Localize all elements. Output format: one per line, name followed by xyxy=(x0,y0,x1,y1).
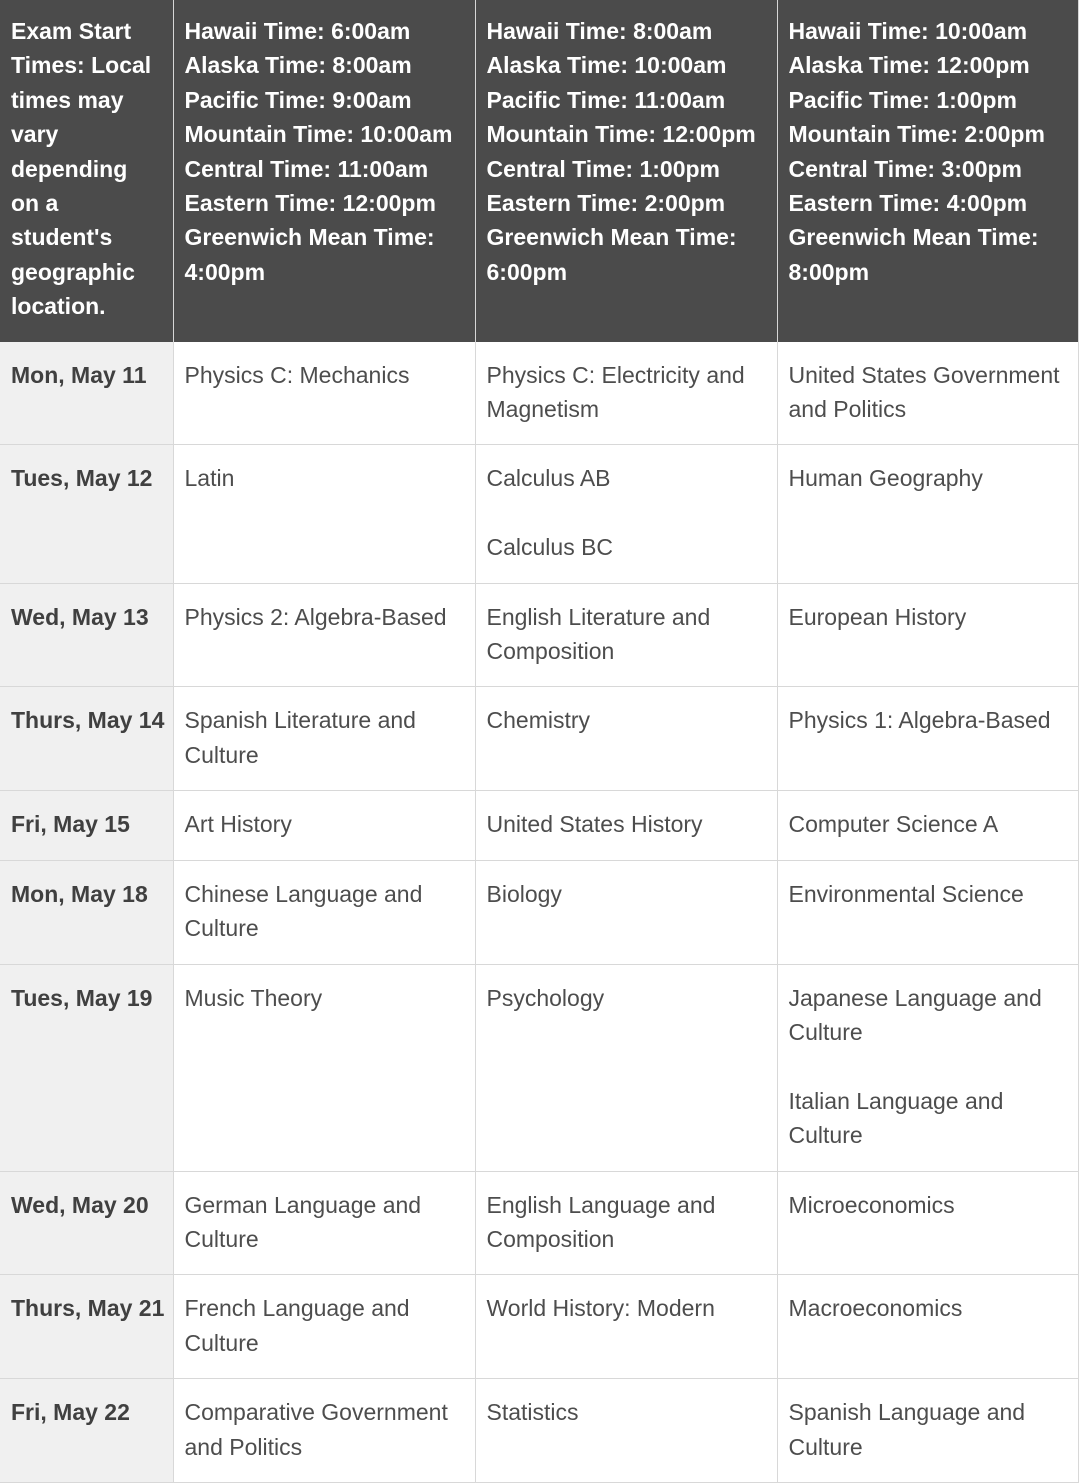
gmt-time: 4:00pm xyxy=(184,258,266,285)
exam-date: Wed, May 20 xyxy=(0,1171,173,1275)
exam-date: Thurs, May 14 xyxy=(0,687,173,791)
exam-cell xyxy=(173,1379,475,1483)
mountain-time: Mountain Time: 10:00am xyxy=(184,121,453,148)
alaska-time: Alaska Time: 8:00am xyxy=(184,52,412,79)
exam-date: Wed, May 13 xyxy=(0,583,173,687)
exam-cell xyxy=(475,583,777,687)
header-row xyxy=(0,0,1078,342)
exam-date: Tues, May 12 xyxy=(0,445,173,583)
exam-cell xyxy=(777,860,1078,964)
exam-name: English Literature and Composition xyxy=(486,603,711,665)
exam-name: Music Theory xyxy=(184,984,323,1011)
exam-name: Spanish Language and Culture xyxy=(788,1399,1026,1460)
exam-cell xyxy=(777,1379,1078,1483)
exam-date: Tues, May 19 xyxy=(0,964,173,1171)
exam-spacer xyxy=(789,1049,1067,1083)
exam-name: Latin xyxy=(184,465,235,492)
exam-name: Physics C: Electricity and Magnetism xyxy=(486,361,745,423)
exam-name: Chinese Language and Culture xyxy=(184,880,423,942)
hawaii-time: Hawaii Time: 8:00am xyxy=(486,18,713,44)
exam-date: Thurs, May 21 xyxy=(0,1275,173,1379)
exam-date: Mon, May 11 xyxy=(0,342,173,445)
table-row xyxy=(0,445,1078,583)
pacific-time: Pacific Time: 1:00pm xyxy=(788,86,1017,113)
exam-cell xyxy=(777,687,1078,791)
time-slot-header xyxy=(777,0,1078,342)
exam-cell xyxy=(777,342,1078,445)
exam-name: Art History xyxy=(184,811,292,838)
exam-cell xyxy=(475,964,777,1171)
exam-cell xyxy=(173,964,475,1171)
exam-cell xyxy=(475,860,777,964)
exam-cell xyxy=(173,860,475,964)
exam-cell xyxy=(173,445,475,583)
hawaii-time: Hawaii Time: 10:00am xyxy=(788,18,1028,44)
exam-name: German Language and Culture xyxy=(184,1191,422,1252)
exam-name: United States History xyxy=(486,811,703,838)
gmt-time: 8:00pm xyxy=(788,258,870,285)
table-row xyxy=(0,860,1078,964)
table-row xyxy=(0,687,1078,791)
table-row xyxy=(0,791,1078,860)
pacific-time: Pacific Time: 11:00am xyxy=(486,86,726,113)
exam-name: English Language and Composition xyxy=(486,1191,716,1252)
central-time: Central Time: 11:00am xyxy=(184,155,429,182)
exam-date: Fri, May 22 xyxy=(0,1379,173,1483)
exam-cell xyxy=(777,1275,1078,1379)
eastern-time: Eastern Time: 2:00pm xyxy=(486,190,726,217)
exam-start-times-note: Exam Start Times: Local times may vary depending on a student's geographic location. xyxy=(11,18,152,320)
exam-name: Italian Language and Culture xyxy=(788,1087,1004,1149)
time-slot-header xyxy=(475,0,777,342)
exam-name: Environmental Science xyxy=(788,880,1024,907)
central-time: Central Time: 1:00pm xyxy=(486,155,720,182)
gmt-label: Greenwich Mean Time: xyxy=(486,224,737,251)
mountain-time: Mountain Time: 2:00pm xyxy=(788,121,1045,148)
exam-name: World History: Modern xyxy=(486,1295,715,1322)
exam-name: Physics C: Mechanics xyxy=(184,361,410,388)
exam-cell xyxy=(173,583,475,687)
mountain-time: Mountain Time: 12:00pm xyxy=(486,121,756,148)
hawaii-time: Hawaii Time: 6:00am xyxy=(184,18,411,44)
pacific-time: Pacific Time: 9:00am xyxy=(184,86,412,113)
exam-date: Fri, May 15 xyxy=(0,791,173,860)
exam-name: Calculus BC xyxy=(486,534,614,561)
exam-name: French Language and Culture xyxy=(184,1295,410,1356)
time-slot-header xyxy=(173,0,475,342)
table-row xyxy=(0,583,1078,687)
exam-cell xyxy=(777,964,1078,1171)
exam-spacer xyxy=(487,496,766,530)
alaska-time: Alaska Time: 10:00am xyxy=(486,52,727,79)
central-time: Central Time: 3:00pm xyxy=(788,155,1022,182)
exam-cell xyxy=(475,1379,777,1483)
exam-name: Japanese Language and Culture xyxy=(788,984,1042,1045)
exam-name: Computer Science A xyxy=(788,811,999,838)
gmt-time: 6:00pm xyxy=(486,258,568,285)
exam-cell xyxy=(475,1171,777,1275)
eastern-time: Eastern Time: 4:00pm xyxy=(788,190,1028,217)
exam-name: Chemistry xyxy=(486,707,591,734)
exam-cell xyxy=(173,687,475,791)
exam-cell xyxy=(777,791,1078,860)
exam-cell xyxy=(777,1171,1078,1275)
exam-cell xyxy=(475,791,777,860)
exam-cell xyxy=(173,1171,475,1275)
table-row xyxy=(0,1379,1078,1483)
table-row xyxy=(0,1171,1078,1275)
exam-name: Physics 1: Algebra-Based xyxy=(788,707,1051,734)
table-row xyxy=(0,342,1078,445)
exam-cell xyxy=(475,445,777,583)
exam-cell xyxy=(475,687,777,791)
gmt-label: Greenwich Mean Time: xyxy=(184,224,435,251)
exam-cell xyxy=(475,1275,777,1379)
exam-name: Comparative Government and Politics xyxy=(184,1399,448,1460)
alaska-time: Alaska Time: 12:00pm xyxy=(788,52,1030,79)
exam-cell xyxy=(777,583,1078,687)
exam-name: Calculus AB xyxy=(486,465,611,492)
exam-name: Microeconomics xyxy=(788,1191,955,1218)
exam-name: Biology xyxy=(486,880,562,907)
exam-name: United States Government and Politics xyxy=(788,361,1060,423)
eastern-time: Eastern Time: 12:00pm xyxy=(184,190,436,217)
exam-name: Psychology xyxy=(486,984,605,1011)
table-row xyxy=(0,1275,1078,1379)
exam-date: Mon, May 18 xyxy=(0,860,173,964)
table-row xyxy=(0,964,1078,1171)
exam-cell xyxy=(173,791,475,860)
exam-cell xyxy=(173,342,475,445)
exam-name: Macroeconomics xyxy=(788,1295,963,1322)
exam-name: Statistics xyxy=(486,1399,579,1426)
corner-header-cell xyxy=(0,0,173,342)
gmt-label: Greenwich Mean Time: xyxy=(788,224,1039,251)
exam-cell xyxy=(777,445,1078,583)
exam-name: European History xyxy=(788,603,967,630)
exam-cell xyxy=(475,342,777,445)
exam-name: Physics 2: Algebra-Based xyxy=(184,603,447,630)
exam-name: Spanish Literature and Culture xyxy=(184,707,416,768)
exam-name: Human Geography xyxy=(788,465,983,492)
exam-cell xyxy=(173,1275,475,1379)
